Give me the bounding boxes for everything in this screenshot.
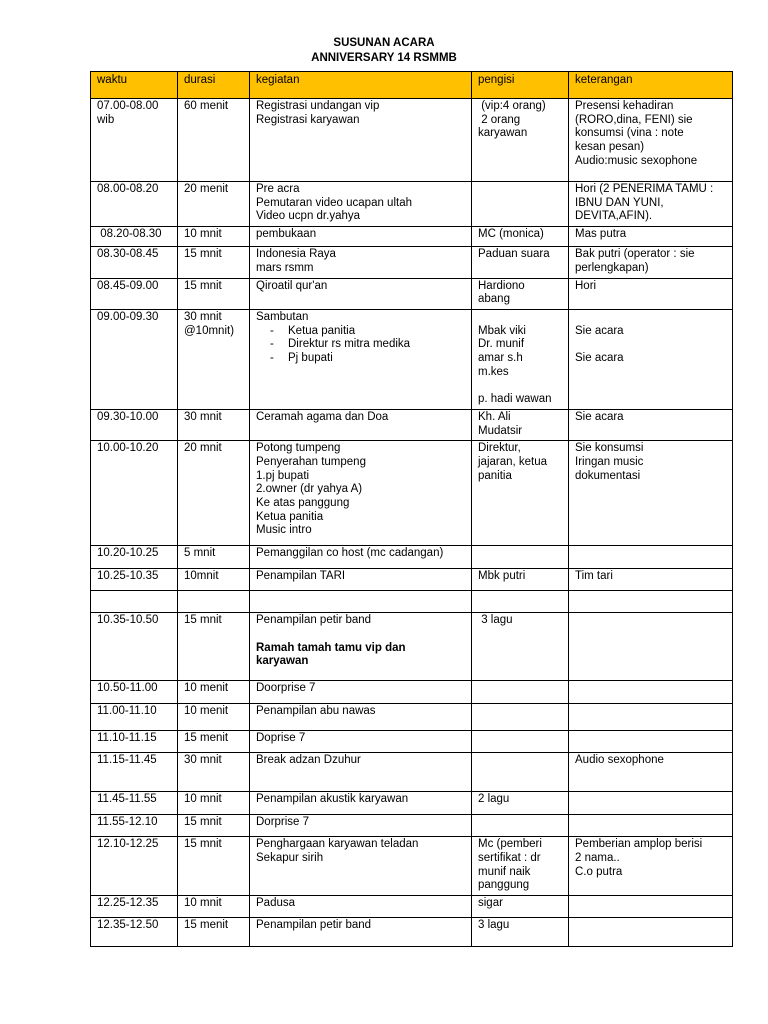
col-header-kegiatan: kegiatan <box>250 72 472 99</box>
cell-pengisi: 2 lagu <box>472 792 569 815</box>
cell-kegiatan: Penampilan abu nawas <box>250 704 472 731</box>
cell-durasi: 10 menit <box>178 681 250 704</box>
cell-waktu: 10.25-10.35 <box>91 569 178 591</box>
cell-kegiatan: Potong tumpeng Penyerahan tumpeng 1.pj bupati 2.owner (dr yahya A) Ke atas panggung Ketua panitia Music intro <box>250 441 472 546</box>
table-row <box>91 309 733 409</box>
table-row <box>91 792 733 815</box>
cell-pengisi <box>472 753 569 792</box>
cell-keterangan <box>569 792 733 815</box>
table-row <box>91 896 733 918</box>
cell-pengisi: Hardiono abang <box>472 278 569 309</box>
cell-kegiatan: Padusa <box>250 896 472 918</box>
cell-keterangan <box>569 918 733 947</box>
cell-durasi: 30 mnit <box>178 409 250 440</box>
list-item: - Pj bupati <box>256 352 465 366</box>
table-row-empty <box>91 591 733 613</box>
cell-durasi: 15 mnit <box>178 837 250 896</box>
table-row <box>91 613 733 681</box>
table-header-row <box>91 72 733 99</box>
cell-durasi: 10 mnit <box>178 896 250 918</box>
table-row <box>91 681 733 704</box>
cell-keterangan <box>569 896 733 918</box>
cell-waktu: 09.00-09.30 <box>91 309 178 409</box>
cell-keterangan: Pemberian amplop berisi 2 nama.. C.o putra <box>569 837 733 896</box>
cell-kegiatan: pembukaan <box>250 227 472 247</box>
table-row <box>91 99 733 182</box>
cell-waktu: 10.20-10.25 <box>91 546 178 569</box>
cell-durasi: 10 menit <box>178 704 250 731</box>
cell-durasi: 15 mnit <box>178 815 250 837</box>
cell-waktu: 11.00-11.10 <box>91 704 178 731</box>
cell-pengisi: sigar <box>472 896 569 918</box>
cell-waktu: 11.45-11.55 <box>91 792 178 815</box>
cell-keterangan <box>569 815 733 837</box>
cell-keterangan: Presensi kehadiran (RORO,dina, FENI) sie konsumsi (vina : note kesan pesan) Audio:music sexophone <box>569 99 733 182</box>
list-item: - Ketua panitia <box>256 325 465 339</box>
cell-durasi: 15 menit <box>178 918 250 947</box>
cell-kegiatan: Dorprise 7 <box>250 815 472 837</box>
cell-kegiatan: Penampilan TARI <box>250 569 472 591</box>
list-item: - Direktur rs mitra medika <box>256 338 465 352</box>
cell-durasi: 10mnit <box>178 569 250 591</box>
cell-kegiatan: Penampilan akustik karyawan <box>250 792 472 815</box>
cell-waktu: 11.15-11.45 <box>91 753 178 792</box>
cell-kegiatan: Pre acra Pemutaran video ucapan ultah Video ucpn dr.yahya <box>250 182 472 227</box>
cell-kegiatan: Penampilan petir band Ramah tamah tamu vip dan karyawan <box>250 613 472 681</box>
cell-pengisi: Mc (pemberi sertifikat : dr munif naik panggung <box>472 837 569 896</box>
table-row <box>91 182 733 227</box>
cell-kegiatan: Indonesia Raya mars rsmm <box>250 247 472 278</box>
cell-waktu: 11.10-11.15 <box>91 731 178 753</box>
cell-durasi: 30 mnit <box>178 753 250 792</box>
cell-waktu: 08.20-08.30 <box>91 227 178 247</box>
cell-waktu: 09.30-10.00 <box>91 409 178 440</box>
cell-durasi: 20 mnit <box>178 441 250 546</box>
cell-kegiatan: Penampilan petir band <box>250 918 472 947</box>
cell-pengisi <box>472 815 569 837</box>
cell-keterangan: Mas putra <box>569 227 733 247</box>
cell-waktu: 10.00-10.20 <box>91 441 178 546</box>
table-row <box>91 837 733 896</box>
agenda-table <box>90 71 733 947</box>
cell-keterangan: Hori (2 PENERIMA TAMU : IBNU DAN YUNI, DEVITA,AFIN). <box>569 182 733 227</box>
table-row <box>91 918 733 947</box>
table-row <box>91 546 733 569</box>
table-row <box>91 731 733 753</box>
cell-waktu: 07.00-08.00 wib <box>91 99 178 182</box>
cell-waktu: 08.45-09.00 <box>91 278 178 309</box>
cell-pengisi: 3 lagu <box>472 918 569 947</box>
cell-durasi: 15 mnit <box>178 247 250 278</box>
doc-subtitle: ANNIVERSARY 14 RSMMB <box>311 52 457 64</box>
col-header-durasi: durasi <box>178 72 250 99</box>
table-row <box>91 753 733 792</box>
cell-pengisi: 3 lagu <box>472 613 569 681</box>
cell-waktu: 10.50-11.00 <box>91 681 178 704</box>
cell-kegiatan: Qiroatil qur'an <box>250 278 472 309</box>
cell-pengisi: (vip:4 orang) 2 orang karyawan <box>472 99 569 182</box>
col-header-keterangan: keterangan <box>569 72 733 99</box>
table-row <box>91 227 733 247</box>
cell-pengisi <box>472 681 569 704</box>
cell-kegiatan: Doprise 7 <box>250 731 472 753</box>
cell-waktu: 10.35-10.50 <box>91 613 178 681</box>
cell-durasi: 15 mnit <box>178 278 250 309</box>
cell-kegiatan: Ceramah agama dan Doa <box>250 409 472 440</box>
cell-durasi: 10 mnit <box>178 792 250 815</box>
cell-pengisi <box>472 731 569 753</box>
cell-durasi: 20 menit <box>178 182 250 227</box>
cell-keterangan: Sie acara <box>569 409 733 440</box>
cell-durasi: 60 menit <box>178 99 250 182</box>
cell-keterangan <box>569 546 733 569</box>
cell-keterangan: Bak putri (operator : sie perlengkapan) <box>569 247 733 278</box>
cell-kegiatan: Doorprise 7 <box>250 681 472 704</box>
cell-keterangan <box>569 704 733 731</box>
table-row <box>91 815 733 837</box>
cell-pengisi <box>472 546 569 569</box>
cell-keterangan: Tim tari <box>569 569 733 591</box>
cell-kegiatan: Penghargaan karyawan teladan Sekapur sirih <box>250 837 472 896</box>
table-row <box>91 704 733 731</box>
cell-durasi: 10 mnit <box>178 227 250 247</box>
cell-keterangan: Sie konsumsi Iringan music dokumentasi <box>569 441 733 546</box>
cell-kegiatan: Sambutan - Ketua panitia - Direktur rs mitra medika - Pj bupati <box>250 309 472 409</box>
col-header-waktu: waktu <box>91 72 178 99</box>
cell-durasi: 15 menit <box>178 731 250 753</box>
cell-pengisi: Mbk putri <box>472 569 569 591</box>
cell-pengisi: MC (monica) <box>472 227 569 247</box>
cell-keterangan <box>569 681 733 704</box>
cell-waktu: 12.10-12.25 <box>91 837 178 896</box>
cell-durasi: 15 mnit <box>178 613 250 681</box>
cell-pengisi: Direktur, jajaran, ketua panitia <box>472 441 569 546</box>
cell-keterangan: Hori <box>569 278 733 309</box>
cell-pengisi: Paduan suara <box>472 247 569 278</box>
table-row <box>91 409 733 440</box>
table-row <box>91 247 733 278</box>
cell-waktu: 12.25-12.35 <box>91 896 178 918</box>
cell-kegiatan: Registrasi undangan vip Registrasi karyawan <box>250 99 472 182</box>
cell-keterangan: Sie acara Sie acara <box>569 309 733 409</box>
table-row <box>91 569 733 591</box>
cell-kegiatan: Break adzan Dzuhur <box>250 753 472 792</box>
cell-pengisi: Mbak viki Dr. munif amar s.h m.kes p. hadi wawan <box>472 309 569 409</box>
cell-keterangan <box>569 731 733 753</box>
doc-title: SUSUNAN ACARA <box>333 37 435 49</box>
cell-durasi: 30 mnit @10mnit) <box>178 309 250 409</box>
cell-pengisi: Kh. Ali Mudatsir <box>472 409 569 440</box>
cell-waktu: 08.00-08.20 <box>91 182 178 227</box>
cell-keterangan <box>569 613 733 681</box>
cell-pengisi <box>472 182 569 227</box>
cell-durasi: 5 mnit <box>178 546 250 569</box>
table-row <box>91 278 733 309</box>
cell-pengisi <box>472 704 569 731</box>
table-row <box>91 441 733 546</box>
cell-keterangan: Audio sexophone <box>569 753 733 792</box>
cell-waktu: 12.35-12.50 <box>91 918 178 947</box>
cell-waktu: 11.55-12.10 <box>91 815 178 837</box>
cell-kegiatan: Pemanggilan co host (mc cadangan) <box>250 546 472 569</box>
cell-waktu: 08.30-08.45 <box>91 247 178 278</box>
col-header-pengisi: pengisi <box>472 72 569 99</box>
